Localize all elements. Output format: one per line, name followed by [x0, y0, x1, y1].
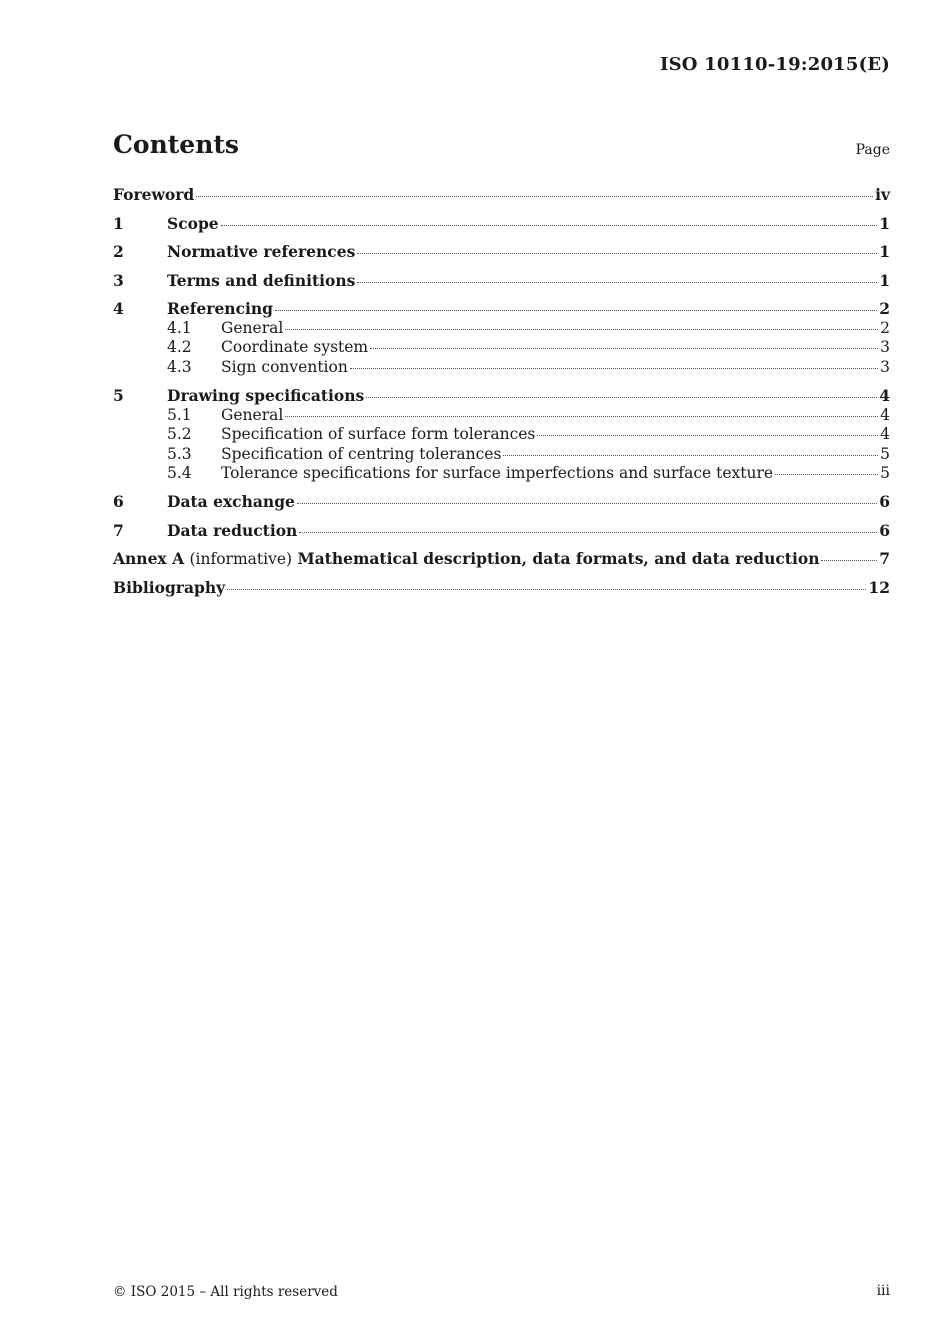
dot-leader: [350, 368, 878, 369]
annex-note: (informative): [189, 550, 293, 569]
toc-entry-scope[interactable]: [113, 214, 890, 243]
toc-entry-number: 5.4: [167, 463, 192, 482]
toc-subentry-4-2[interactable]: [113, 338, 890, 357]
toc-entry-title: Coordinate system: [221, 338, 369, 357]
toc-subentry-5-1[interactable]: [113, 406, 890, 425]
toc-entry-title: Terms and definitions: [167, 270, 356, 290]
dot-leader: [370, 348, 878, 349]
dot-leader: [357, 282, 877, 283]
toc-entry-page: 6: [879, 520, 890, 540]
table-of-contents: [113, 185, 890, 606]
page-column-label: Page: [855, 142, 890, 158]
toc-entry-page: 1: [879, 242, 890, 261]
dot-leader: [285, 416, 878, 417]
toc-entry-page: 12: [868, 577, 890, 597]
toc-entry-page: 5: [880, 444, 890, 463]
toc-entry-number: 4.3: [167, 357, 192, 376]
toc-entry-title: Data exchange: [167, 492, 295, 512]
annex-prefix: Annex A: [113, 549, 185, 569]
toc-entry-page: 1: [879, 270, 890, 290]
toc-entry-page: 4: [880, 425, 890, 444]
toc-entry-data-exchange[interactable]: [113, 492, 890, 521]
toc-entry-page: 3: [880, 338, 890, 357]
toc-entry-referencing[interactable]: [113, 299, 890, 319]
dot-leader: [275, 310, 877, 311]
page-title: Contents: [113, 130, 240, 159]
toc-subentry-4-3[interactable]: [113, 358, 890, 387]
toc-entry-title: Referencing: [167, 299, 274, 318]
toc-entry-number: 4.2: [167, 338, 192, 357]
toc-entry-bibliography[interactable]: [113, 578, 890, 607]
toc-entry-title: Data reduction: [167, 520, 298, 540]
toc-entry-title: Specification of surface form tolerances: [221, 425, 536, 444]
toc-entry-number: 6: [113, 492, 124, 512]
dot-leader: [503, 455, 878, 456]
toc-entry-foreword[interactable]: [113, 185, 890, 214]
dot-leader: [196, 196, 873, 197]
toc-entry-page: 7: [879, 549, 890, 569]
dot-leader: [227, 589, 866, 590]
toc-entry-data-reduction[interactable]: [113, 521, 890, 550]
dot-leader: [299, 532, 877, 533]
toc-entry-title: Normative references: [167, 242, 356, 261]
toc-entry-page: 5: [880, 463, 890, 482]
toc-entry-number: 2: [113, 242, 124, 261]
toc-entry-number: 5.2: [167, 425, 192, 444]
toc-entry-title: Drawing specifications: [167, 386, 365, 406]
toc-entry-number: 7: [113, 520, 124, 540]
toc-entry-page: 2: [880, 319, 890, 337]
toc-entry-number: 3: [113, 270, 124, 290]
toc-entry-page: 1: [879, 213, 890, 233]
toc-entry-normative-references[interactable]: [113, 242, 890, 271]
toc-entry-number: 4: [113, 299, 124, 318]
dot-leader: [821, 560, 877, 561]
toc-entry-title: Sign convention: [221, 357, 348, 376]
toc-entry-page: 3: [880, 357, 890, 376]
dot-leader: [285, 329, 878, 330]
dot-leader: [366, 397, 877, 398]
document-id: ISO 10110-19:2015(E): [659, 54, 890, 75]
annex-title: Mathematical description, data formats, and data reduction: [297, 549, 820, 569]
toc-entry-title: General: [221, 319, 284, 337]
footer-page-number: iii: [876, 1283, 890, 1299]
toc-subentry-5-4[interactable]: [113, 464, 890, 493]
toc-entry-page: 4: [879, 386, 890, 406]
toc-entry-title: Foreword: [113, 185, 195, 204]
toc-entry-title: [113, 549, 819, 569]
toc-entry-terms-and-definitions[interactable]: [113, 271, 890, 300]
toc-entry-title: Tolerance specifications for surface imperfections and surface texture: [221, 463, 774, 482]
toc-entry-page: 2: [879, 299, 890, 318]
toc-entry-number: 5.3: [167, 444, 192, 463]
dot-leader: [221, 225, 878, 226]
toc-entry-number: 5.1: [167, 406, 192, 425]
toc-subentry-5-3[interactable]: [113, 445, 890, 464]
dot-leader: [775, 474, 878, 475]
toc-entry-page: 4: [880, 406, 890, 425]
toc-entry-page: 6: [879, 492, 890, 512]
toc-entry-title: Scope: [167, 213, 219, 233]
copyright-notice: © ISO 2015 – All rights reserved: [113, 1284, 338, 1300]
toc-entry-title: General: [221, 406, 284, 425]
toc-entry-drawing-specifications[interactable]: [113, 386, 890, 406]
toc-entry-title: Bibliography: [113, 577, 226, 597]
toc-entry-annex-a[interactable]: [113, 549, 890, 578]
toc-entry-title: Specification of centring tolerances: [221, 444, 502, 463]
toc-subentry-4-1[interactable]: [113, 319, 890, 338]
dot-leader: [537, 435, 878, 436]
dot-leader: [297, 503, 877, 504]
toc-entry-number: 4.1: [167, 319, 192, 337]
toc-subentry-5-2[interactable]: [113, 425, 890, 444]
toc-entry-number: 1: [113, 213, 124, 233]
toc-entry-page: iv: [875, 185, 890, 204]
toc-entry-number: 5: [113, 386, 124, 406]
dot-leader: [357, 253, 877, 254]
